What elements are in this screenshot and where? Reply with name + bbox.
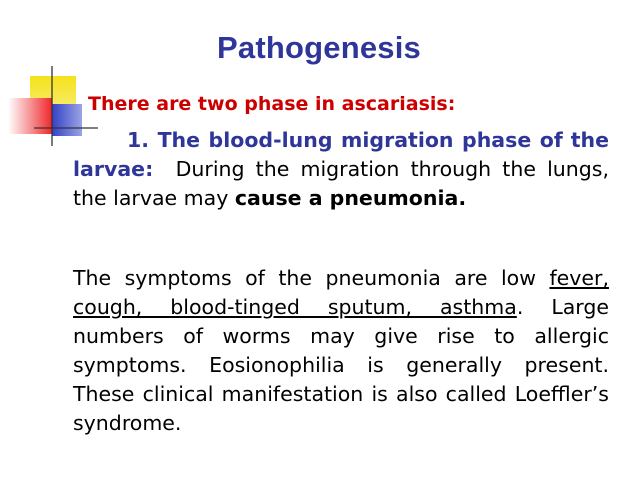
slide-subtitle: There are two phase in ascariasis: bbox=[88, 93, 456, 115]
phase-1-heading-line-2: the larvae: bbox=[73, 128, 609, 181]
symptoms-period: . bbox=[516, 295, 524, 319]
slide-title: Pathogenesis bbox=[217, 30, 421, 65]
phase-1-bold-text: cause a pneumonia. bbox=[234, 186, 467, 210]
phase-1-text: During the migration through the lungs, the larvae may bbox=[73, 157, 609, 210]
symptoms-rest: Large numbers of worms may give rise to allergic symptoms. Eosionophilia is generally present. These clinical manifestation is also called Loeffler’s syndrome. bbox=[73, 295, 609, 435]
symptoms-paragraph bbox=[73, 264, 609, 438]
symptoms-intro: The symptoms of the pneumonia are low bbox=[73, 266, 536, 290]
phase-1-paragraph bbox=[73, 126, 609, 213]
symptoms-list: fever, cough, blood-tinged sputum, asthma bbox=[73, 266, 609, 319]
phase-1-heading-line-1: 1. The blood-lung migration phase of bbox=[127, 128, 563, 152]
